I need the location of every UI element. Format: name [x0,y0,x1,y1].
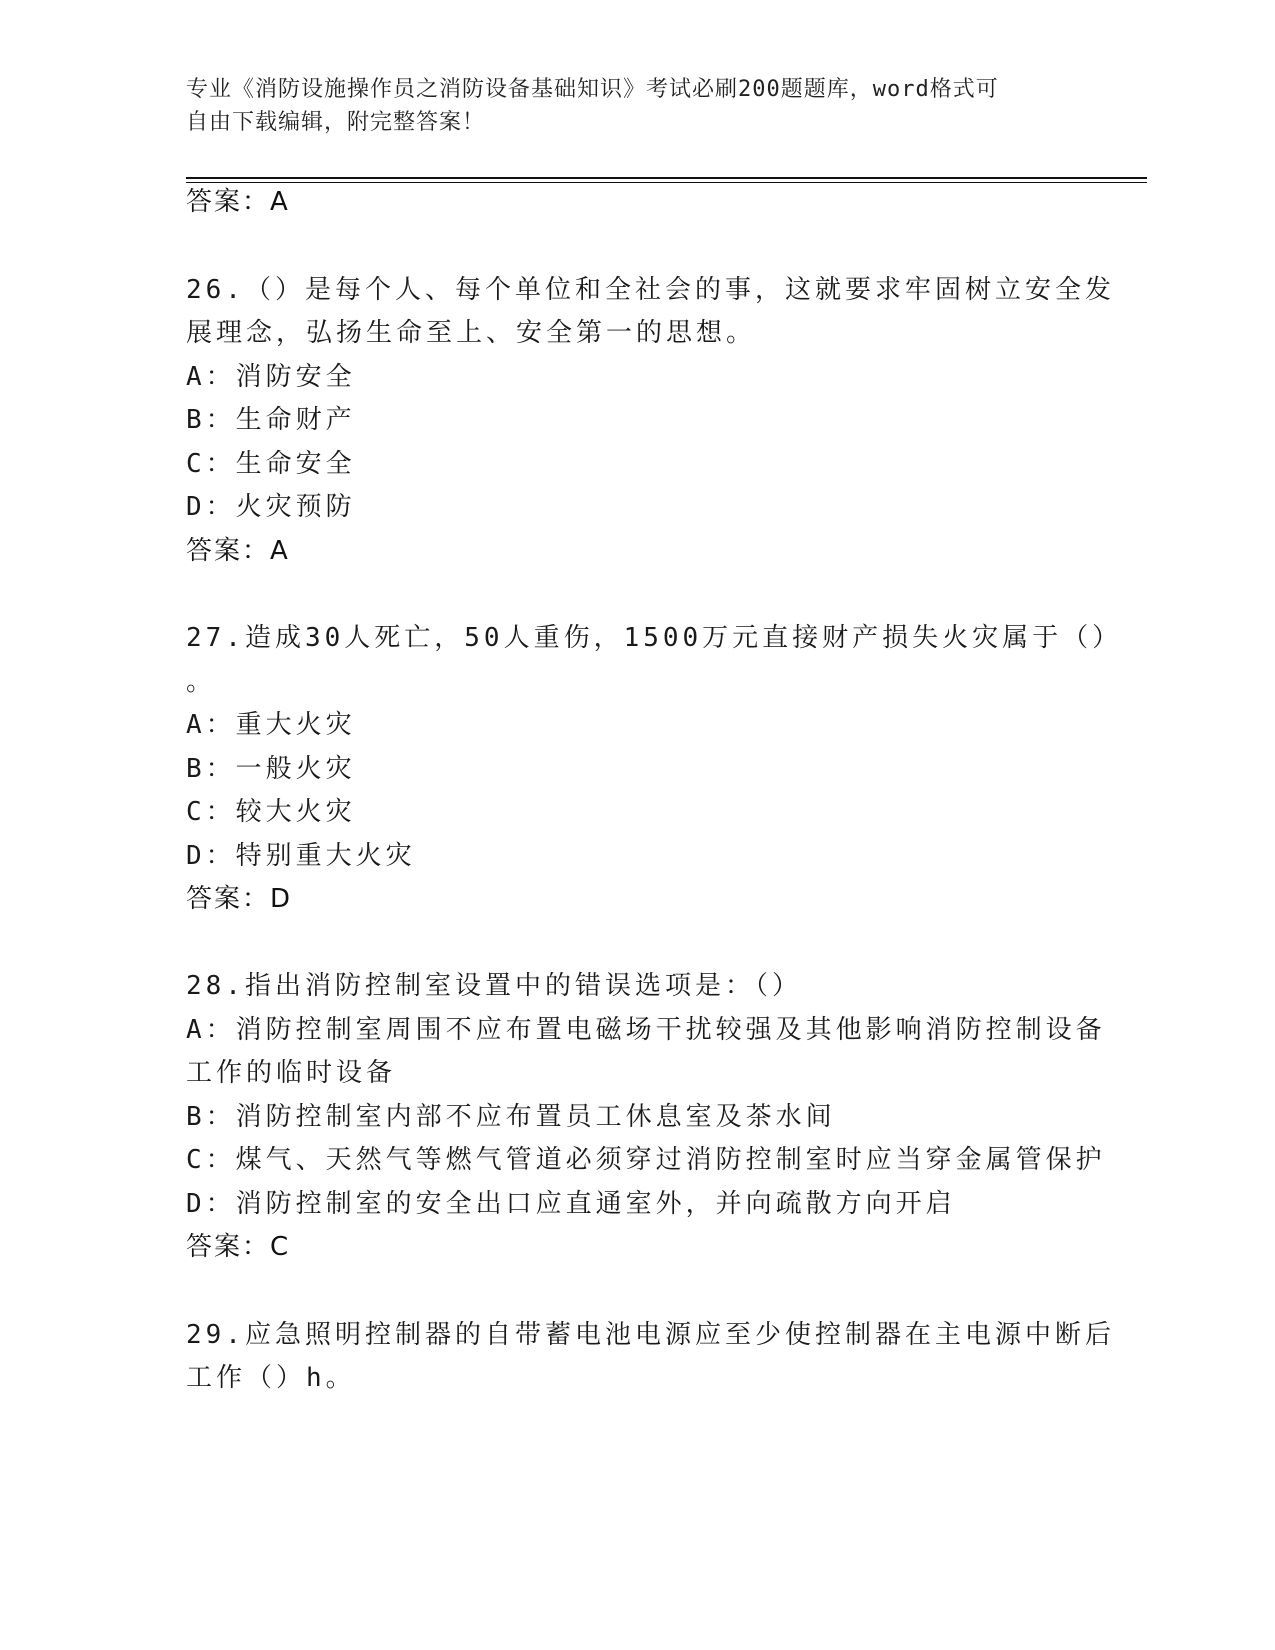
question-stem-line: 。 [186,667,217,697]
document-header [186,73,1086,139]
option-d: D：消防控制室的安全出口应直通室外，并向疏散方向开启 [186,1189,956,1219]
option-a: A：重大火灾 [186,710,356,740]
question-stem-line: 展理念，弘扬生命至上、安全第一的思想。 [186,318,757,348]
question-stem-line: 27.造成30人死亡，50人重伤，1500万元直接财产损失火灾属于（） [186,623,1123,653]
answer-line: 答案：A [186,536,290,566]
option-b: B：一般火灾 [186,754,356,784]
answer-line: 答案：C [186,1232,291,1262]
option-c: C：较大火灾 [186,797,356,827]
question-stem-line: 工作（）h。 [186,1363,356,1393]
option-d: D：特别重大火灾 [186,841,416,871]
option-c: C：生命安全 [186,449,356,479]
answer-line: 答案：D [186,884,293,914]
header-line-2: 自由下载编辑，附完整答案！ [186,110,486,135]
header-rule-thin [186,182,1147,183]
question-stem-line: 28.指出消防控制室设置中的错误选项是：（） [186,971,802,1001]
question-stem-line: 26.（）是每个人、每个单位和全社会的事，这就要求牢固树立安全发 [186,275,1115,305]
header-rule-thick [186,177,1147,179]
option-a: A：消防控制室周围不应布置电磁场干扰较强及其他影响消防控制设备 [186,1015,1106,1045]
option-d: D：火灾预防 [186,492,356,522]
option-a: A：消防安全 [186,362,356,392]
question-stem-line: 29.应急照明控制器的自带蓄电池电源应至少使控制器在主电源中断后 [186,1320,1115,1350]
option-b: B：消防控制室内部不应布置员工休息室及茶水间 [186,1102,836,1132]
option-c: C：煤气、天然气等燃气管道必须穿过消防控制室时应当穿金属管保护 [186,1145,1106,1175]
option-b: B：生命财产 [186,405,356,435]
option-a-continued: 工作的临时设备 [186,1058,397,1088]
header-line-1: 专业《消防设施操作员之消防设备基础知识》考试必刷200题题库，word格式可 [186,77,999,102]
answer-line: 答案：A [186,187,290,217]
